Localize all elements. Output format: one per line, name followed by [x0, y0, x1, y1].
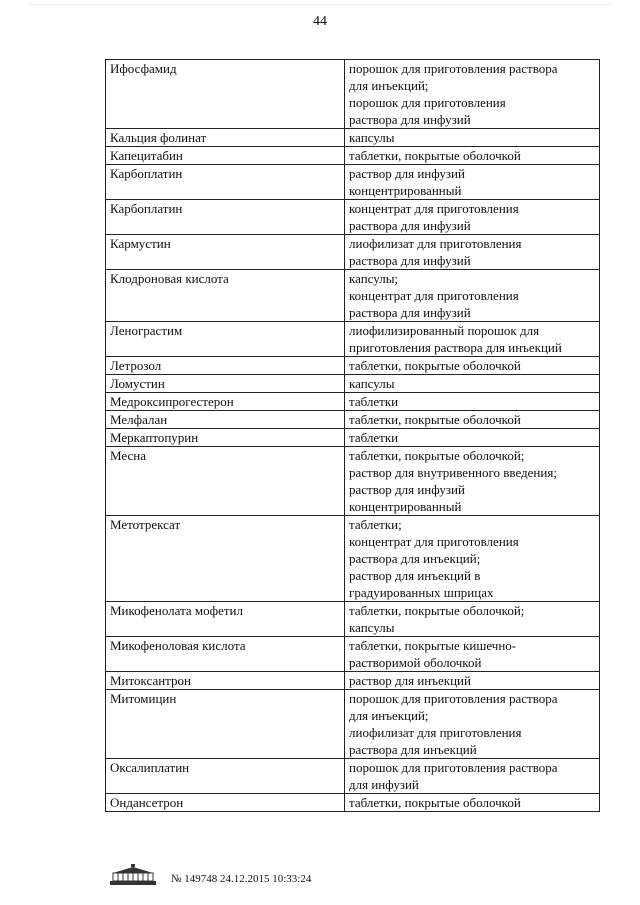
dosage-form-line: капсулы — [349, 376, 395, 391]
drug-name-cell: Меркаптопурин — [106, 429, 345, 447]
table-row — [106, 759, 600, 794]
page-number: 44 — [313, 14, 327, 29]
dosage-form-line: таблетки, покрытые оболочкой — [349, 412, 521, 427]
dosage-form-cell — [345, 411, 600, 429]
dosage-form-line: лиофилизированный порошок для — [349, 323, 540, 338]
dosage-form-line: таблетки, покрытые оболочкой — [349, 148, 521, 163]
dosage-form-line: концентрат для приготовления — [349, 534, 519, 549]
drug-name-cell: Карбоплатин — [106, 165, 345, 200]
drug-name-cell: Микофенолата мофетил — [106, 602, 345, 637]
dosage-form-line: раствор для инфузий — [349, 166, 465, 181]
dosage-form-cell — [345, 200, 600, 235]
dosage-form-line: порошок для приготовления — [349, 95, 506, 110]
dosage-form-line: раствор для инъекций в — [349, 568, 481, 583]
dosage-form-line: таблетки, покрытые оболочкой; — [349, 448, 525, 463]
table-row — [106, 516, 600, 602]
table-row — [106, 165, 600, 200]
dosage-form-line: раствор для инъекций — [349, 673, 471, 688]
dosage-form-line: градуированных шприцах — [349, 585, 494, 600]
table-row — [106, 375, 600, 393]
dosage-form-line: раствор для внутривенного введения; — [349, 465, 557, 480]
table-row — [106, 637, 600, 672]
dosage-form-line: для инъекций; — [349, 708, 429, 723]
dosage-form-cell — [345, 60, 600, 129]
table-row — [106, 672, 600, 690]
drug-name-cell: Ондансетрон — [106, 794, 345, 812]
drug-name-cell: Митомицин — [106, 690, 345, 759]
dosage-form-line: раствора для инфузий — [349, 112, 471, 127]
drug-name-cell: Ленограстим — [106, 322, 345, 357]
table-row — [106, 357, 600, 375]
table-row — [106, 147, 600, 165]
table-row — [106, 322, 600, 357]
dosage-form-line: раствора для инъекций — [349, 742, 477, 757]
drug-name-cell: Микофеноловая кислота — [106, 637, 345, 672]
dosage-form-cell — [345, 672, 600, 690]
dosage-form-line: приготовления раствора для инъекций — [349, 340, 562, 355]
dosage-form-cell — [345, 429, 600, 447]
dosage-form-line: раствора для инфузий — [349, 253, 471, 268]
dosage-form-line: лиофилизат для приготовления — [349, 236, 522, 251]
table-row — [106, 602, 600, 637]
dosage-form-line: порошок для приготовления раствора — [349, 760, 558, 775]
table-row — [106, 60, 600, 129]
drug-table-body — [106, 60, 600, 812]
dosage-form-line: таблетки — [349, 430, 399, 445]
dosage-form-cell — [345, 794, 600, 812]
dosage-form-cell — [345, 393, 600, 411]
dosage-form-line: капсулы — [349, 620, 395, 635]
dosage-form-line: для инфузий — [349, 777, 419, 792]
dosage-form-line: капсулы; — [349, 271, 399, 286]
dosage-form-cell — [345, 447, 600, 516]
drug-name-cell: Оксалиплатин — [106, 759, 345, 794]
dosage-form-cell — [345, 602, 600, 637]
dosage-form-cell — [345, 147, 600, 165]
footer-registration-text: № 149748 24.12.2015 10:33:24 — [171, 873, 312, 885]
dosage-form-line: таблетки; — [349, 517, 402, 532]
dosage-form-line: концентрированный — [349, 183, 462, 198]
table-row — [106, 447, 600, 516]
drug-name-cell: Митоксантрон — [106, 672, 345, 690]
dosage-form-line: порошок для приготовления раствора — [349, 61, 558, 76]
drug-name-cell: Ифосфамид — [106, 60, 345, 129]
drug-name-cell: Метотрексат — [106, 516, 345, 602]
table-row — [106, 129, 600, 147]
dosage-form-cell — [345, 129, 600, 147]
dosage-form-line: таблетки, покрытые оболочкой — [349, 358, 521, 373]
dosage-form-line: раствора для инъекций; — [349, 551, 481, 566]
dosage-form-cell — [345, 375, 600, 393]
dosage-form-line: таблетки, покрытые оболочкой; — [349, 603, 525, 618]
dosage-form-cell — [345, 516, 600, 602]
dosage-form-cell — [345, 165, 600, 200]
scan-artifact-line — [30, 4, 610, 11]
dosage-form-line: раствор для инфузий — [349, 482, 465, 497]
dosage-form-line: капсулы — [349, 130, 395, 145]
drug-name-cell: Кальция фолинат — [106, 129, 345, 147]
dosage-form-line: растворимой оболочкой — [349, 655, 482, 670]
drug-table — [105, 59, 600, 812]
dosage-form-line: таблетки, покрытые оболочкой — [349, 795, 521, 810]
table-row — [106, 270, 600, 322]
table-row — [106, 690, 600, 759]
dosage-form-cell — [345, 322, 600, 357]
dosage-form-line: концентрат для приготовления — [349, 201, 519, 216]
table-row — [106, 235, 600, 270]
dosage-form-line: таблетки — [349, 394, 399, 409]
dosage-form-line: концентрированный — [349, 499, 462, 514]
dosage-form-line: концентрат для приготовления — [349, 288, 519, 303]
dosage-form-cell — [345, 235, 600, 270]
table-row — [106, 411, 600, 429]
drug-name-cell: Летрозол — [106, 357, 345, 375]
table-row — [106, 429, 600, 447]
table-row — [106, 393, 600, 411]
drug-name-cell: Клодроновая кислота — [106, 270, 345, 322]
dosage-form-cell — [345, 690, 600, 759]
dosage-form-cell — [345, 637, 600, 672]
drug-name-cell: Ломустин — [106, 375, 345, 393]
dosage-form-line: лиофилизат для приготовления — [349, 725, 522, 740]
dosage-form-line: раствора для инфузий — [349, 218, 471, 233]
dosage-form-line: порошок для приготовления раствора — [349, 691, 558, 706]
drug-name-cell: Медроксипрогестерон — [106, 393, 345, 411]
dosage-form-cell — [345, 759, 600, 794]
registry-seal-icon — [107, 864, 159, 886]
drug-name-cell: Капецитабин — [106, 147, 345, 165]
drug-name-cell: Мелфалан — [106, 411, 345, 429]
drug-name-cell: Месна — [106, 447, 345, 516]
dosage-form-line: раствора для инфузий — [349, 305, 471, 320]
dosage-form-line: для инъекций; — [349, 78, 429, 93]
drug-name-cell: Карбоплатин — [106, 200, 345, 235]
drug-name-cell: Кармустин — [106, 235, 345, 270]
table-row — [106, 200, 600, 235]
dosage-form-line: таблетки, покрытые кишечно- — [349, 638, 517, 653]
dosage-form-cell — [345, 270, 600, 322]
table-row — [106, 794, 600, 812]
document-footer — [107, 862, 311, 886]
dosage-form-cell — [345, 357, 600, 375]
